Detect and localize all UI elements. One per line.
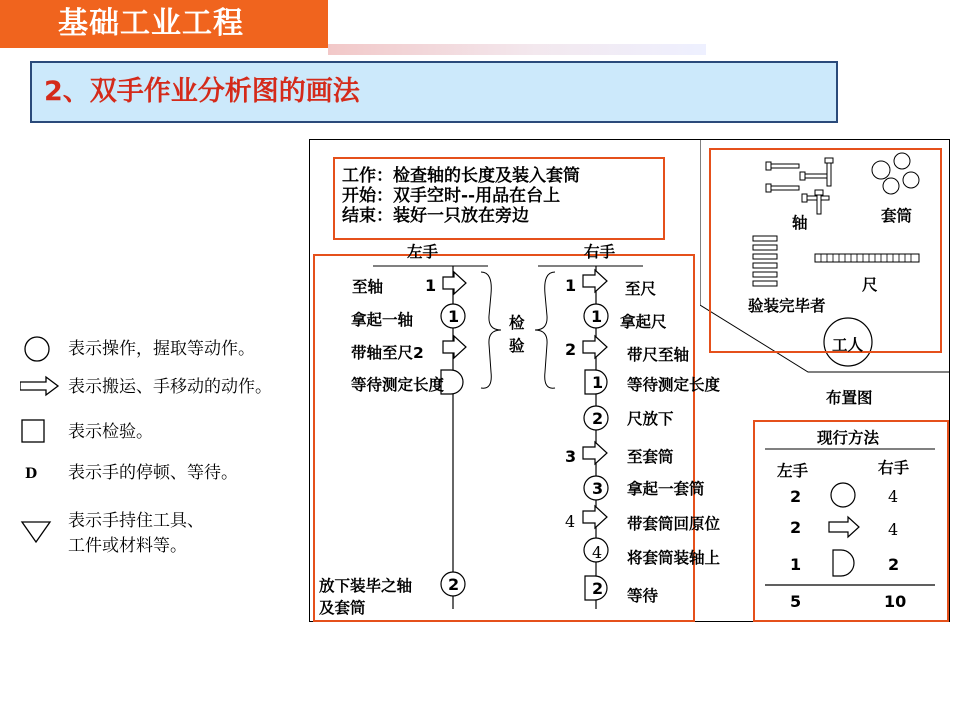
right-step-8-num: 4: [565, 512, 576, 531]
right-step-6-num: 3: [565, 447, 577, 466]
worker-label: 工人: [832, 336, 864, 354]
legend-symbols: [20, 330, 60, 560]
sleeve-icons: [872, 153, 919, 194]
left-step-2-num: 1: [448, 307, 460, 326]
current-method-symbols: [753, 420, 949, 622]
method-wait-icon: [833, 550, 854, 576]
legend-text-operation: 表示操作，握取等动作。: [68, 339, 255, 359]
finished-label: 验装完毕者: [748, 297, 826, 315]
right-arrow-4: [583, 506, 607, 528]
left-step-4: 等待测定长度: [351, 376, 445, 394]
right-arrow-2: [583, 336, 607, 358]
legend-wait-symbol: D: [25, 466, 38, 482]
left-step-1-num: 1: [425, 276, 437, 295]
left-hand-header: 左手: [407, 243, 439, 261]
left-arrow-2: [443, 336, 466, 358]
legend-text-wait: 表示手的停顿、等待。: [68, 463, 238, 483]
ruler-icon: [815, 254, 919, 262]
ruler-label: 尺: [862, 276, 878, 294]
left-step-1: 至轴: [352, 278, 384, 296]
method-row-2-left: 2: [790, 518, 802, 537]
shaft-icons: [766, 158, 833, 214]
shaft-label: 轴: [792, 214, 808, 232]
inspect-bracket-left: [481, 272, 501, 388]
left-final-2: 及套筒: [319, 599, 366, 617]
right-step-10: 等待: [627, 587, 659, 605]
method-row-2-right: 4: [888, 520, 899, 539]
legend-text-hold: 表示手持住工具、: [68, 511, 204, 531]
right-step-1: 至尺: [625, 280, 657, 298]
left-final-1: 放下装毕之轴: [319, 577, 413, 595]
legend-text-inspection: 表示检验。: [68, 422, 153, 442]
right-step-4: 等待测定长度: [627, 376, 721, 394]
method-row-3-left: 1: [790, 555, 802, 574]
legend-text-hold-2: 工件或材料等。: [68, 536, 187, 556]
section-title: 2、双手作业分析图的画法: [44, 76, 360, 107]
square-icon: [22, 420, 44, 442]
sleeve-label: 套筒: [881, 207, 913, 225]
arrow-icon: [20, 377, 58, 395]
method-arrow-icon: [829, 517, 859, 537]
right-step-2-num: 1: [591, 307, 603, 326]
legend-text-transport: 表示搬运、手移动的动作。: [68, 377, 272, 397]
right-step-9-num: 4: [592, 543, 603, 562]
method-circle-icon: [831, 483, 855, 507]
left-final-num: 2: [448, 575, 460, 594]
layout-plan-drawing: [709, 148, 942, 353]
left-step-2: 拿起一轴: [351, 311, 414, 329]
job-line-1: 工作：检查轴的长度及装入套筒: [342, 166, 580, 186]
right-step-7: 拿起一套筒: [627, 480, 705, 498]
triangle-icon: [22, 522, 50, 542]
layout-caption: 布置图: [826, 389, 873, 407]
right-step-3-num: 2: [565, 340, 577, 359]
method-row-1-left: 2: [790, 487, 802, 506]
right-arrow-3: [583, 442, 607, 464]
circle-icon: [25, 337, 49, 361]
method-row-1-right: 4: [888, 487, 899, 506]
right-step-4-num: 1: [592, 373, 604, 392]
page-title: 基础工业工程: [0, 0, 328, 48]
left-wait-d: [441, 370, 463, 394]
right-step-9: 将套筒装轴上: [627, 549, 721, 567]
method-total-right: 10: [884, 592, 907, 611]
title-decoration: [328, 44, 706, 55]
method-left-header: 左手: [777, 462, 809, 480]
current-method-title: 现行方法: [817, 429, 880, 447]
right-step-6: 至套筒: [627, 448, 674, 466]
right-hand-header: 右手: [584, 243, 616, 261]
right-step-5-num: 2: [592, 409, 604, 428]
left-arrow-1: [443, 272, 466, 294]
right-step-10-num: 2: [592, 579, 604, 598]
inspect-label-2: 验: [509, 337, 525, 355]
inspect-label-1: 检: [509, 314, 525, 332]
right-step-2: 拿起尺: [620, 313, 667, 331]
right-step-3: 带尺至轴: [627, 346, 690, 364]
method-row-3-right: 2: [888, 555, 900, 574]
right-arrow-1: [583, 270, 607, 292]
job-line-3: 结束：装好一只放在旁边: [342, 206, 529, 226]
right-step-7-num: 3: [592, 479, 604, 498]
finished-stack: [753, 236, 777, 286]
left-step-3: 带轴至尺2: [351, 344, 424, 362]
right-step-8: 带套筒回原位: [627, 515, 721, 533]
right-step-1-num: 1: [565, 276, 577, 295]
job-line-2: 开始：双手空时--用品在台上: [342, 186, 561, 206]
method-right-header: 右手: [878, 459, 910, 477]
inspect-bracket-right: [535, 272, 555, 388]
right-step-5: 尺放下: [627, 410, 674, 428]
method-total-left: 5: [790, 592, 802, 611]
